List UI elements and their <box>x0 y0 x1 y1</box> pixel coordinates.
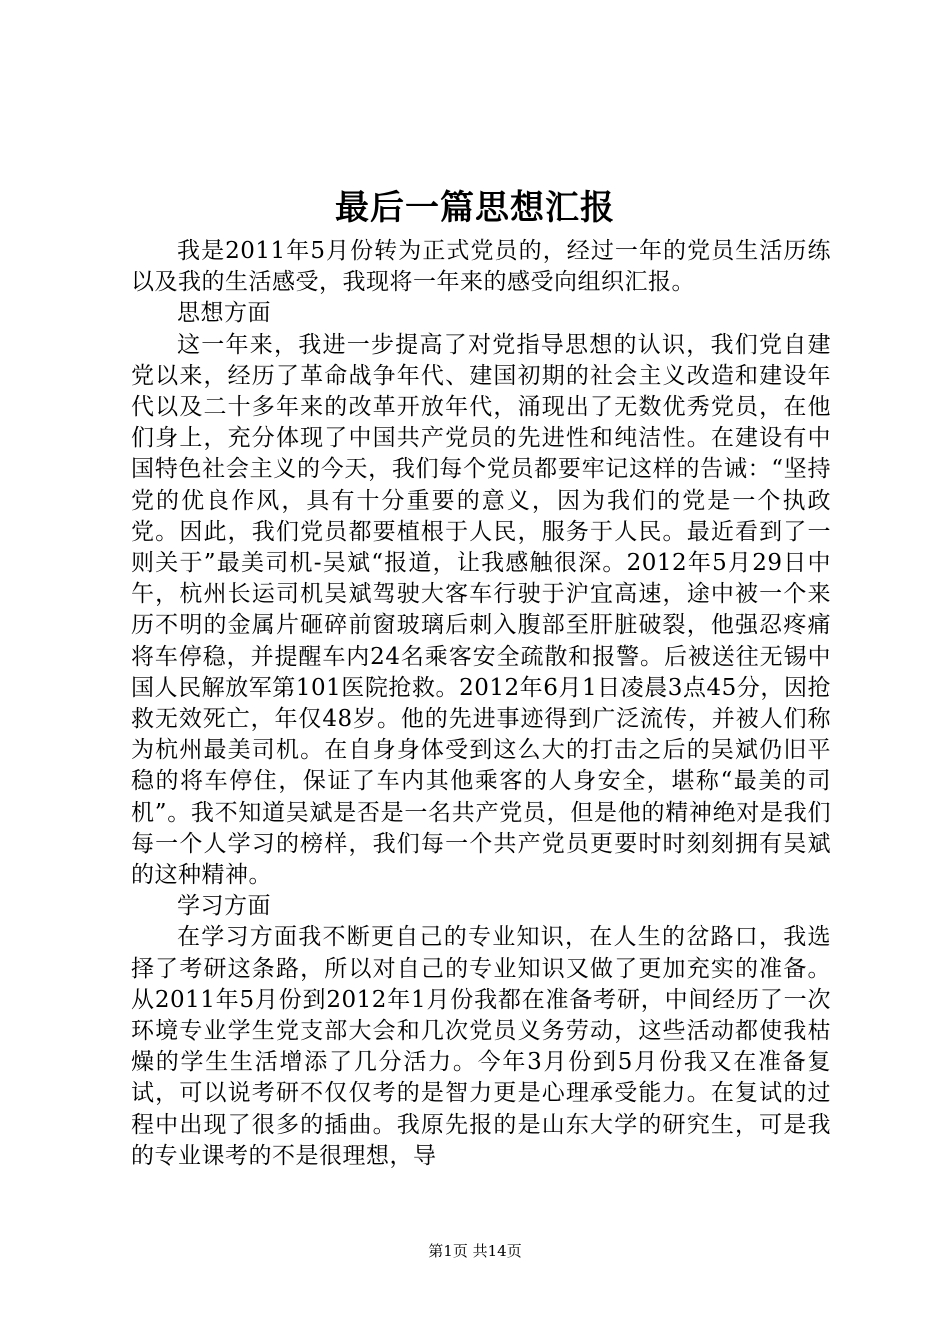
page-number-footer: 第1页 共14页 <box>428 1242 522 1260</box>
section-heading-study: 学习方面 <box>177 893 271 920</box>
intro-paragraph: 我是2011年5月份转为正式党员的，经过一年的党员生活历练以及我的生活感受，我现将一年来的感受向组织汇报。 <box>131 238 831 296</box>
document-body <box>131 236 831 1172</box>
study-paragraph: 在学习方面我不断更自己的专业知识，在人生的岔路口，我选择了考研这条路，所以对自己的专业知识又做了更加充实的准备。从2011年5月份到2012年1月份我都在准备考研，中间经历了一次环境专业学生党支部大会和几次党员义务劳动，这些活动都使我枯燥的学生生活增添了几分活力。今年3月份到5月份我又在准备复试，可以说考研不仅仅考的是智力更是心理承受能力。在复试的过程中出现了很多的插曲。我原先报的是山东大学的研究生，可是我的专业课考的不是很理想，导 <box>131 924 831 1169</box>
thought-paragraph: 这一年来，我进一步提高了对党指导思想的认识，我们党自建党以来，经历了革命战争年代、建国初期的社会主义改造和建设年代以及二十多年来的改革开放年代，涌现出了无数优秀党员，在他们身上，充分体现了中国共产党员的先进性和纯洁性。在建设有中国特色社会主义的今天，我们每个党员都要牢记这样的告诫：“坚持党的优良作风，具有十分重要的意义，因为我们的党是一个执政党。因此，我们党员都要植根于人民，服务于人民。最近看到了一则关于”最美司机-吴斌“报道，让我感触很深。2012年5月29日中午，杭州长运司机吴斌驾驶大客车行驶于沪宜高速，途中被一个来历不明的金属片砸碎前窗玻璃后刺入腹部至肝脏破裂，他强忍疼痛将车停稳，并提醒车内24名乘客安全疏散和报警。后被送往无锡中国人民解放军第101医院抢救。2012年6月1日凌晨3点45分，因抢救无效死亡，年仅48岁。他的先进事迹得到广泛流传，并被人们称为杭州最美司机。在自身身体受到这么大的打击之后的吴斌仍旧平稳的将车停住，保证了车内其他乘客的人身安全，堪称“最美的司机”。我不知道吴斌是否是一名共产党员，但是他的精神绝对是我们每一个人学习的榜样，我们每一个共产党员更要时时刻刻拥有吴斌的这种精神。 <box>131 331 831 889</box>
section-heading-thought: 思想方面 <box>177 300 271 327</box>
document-title: 最后一篇思想汇报 <box>335 188 615 228</box>
